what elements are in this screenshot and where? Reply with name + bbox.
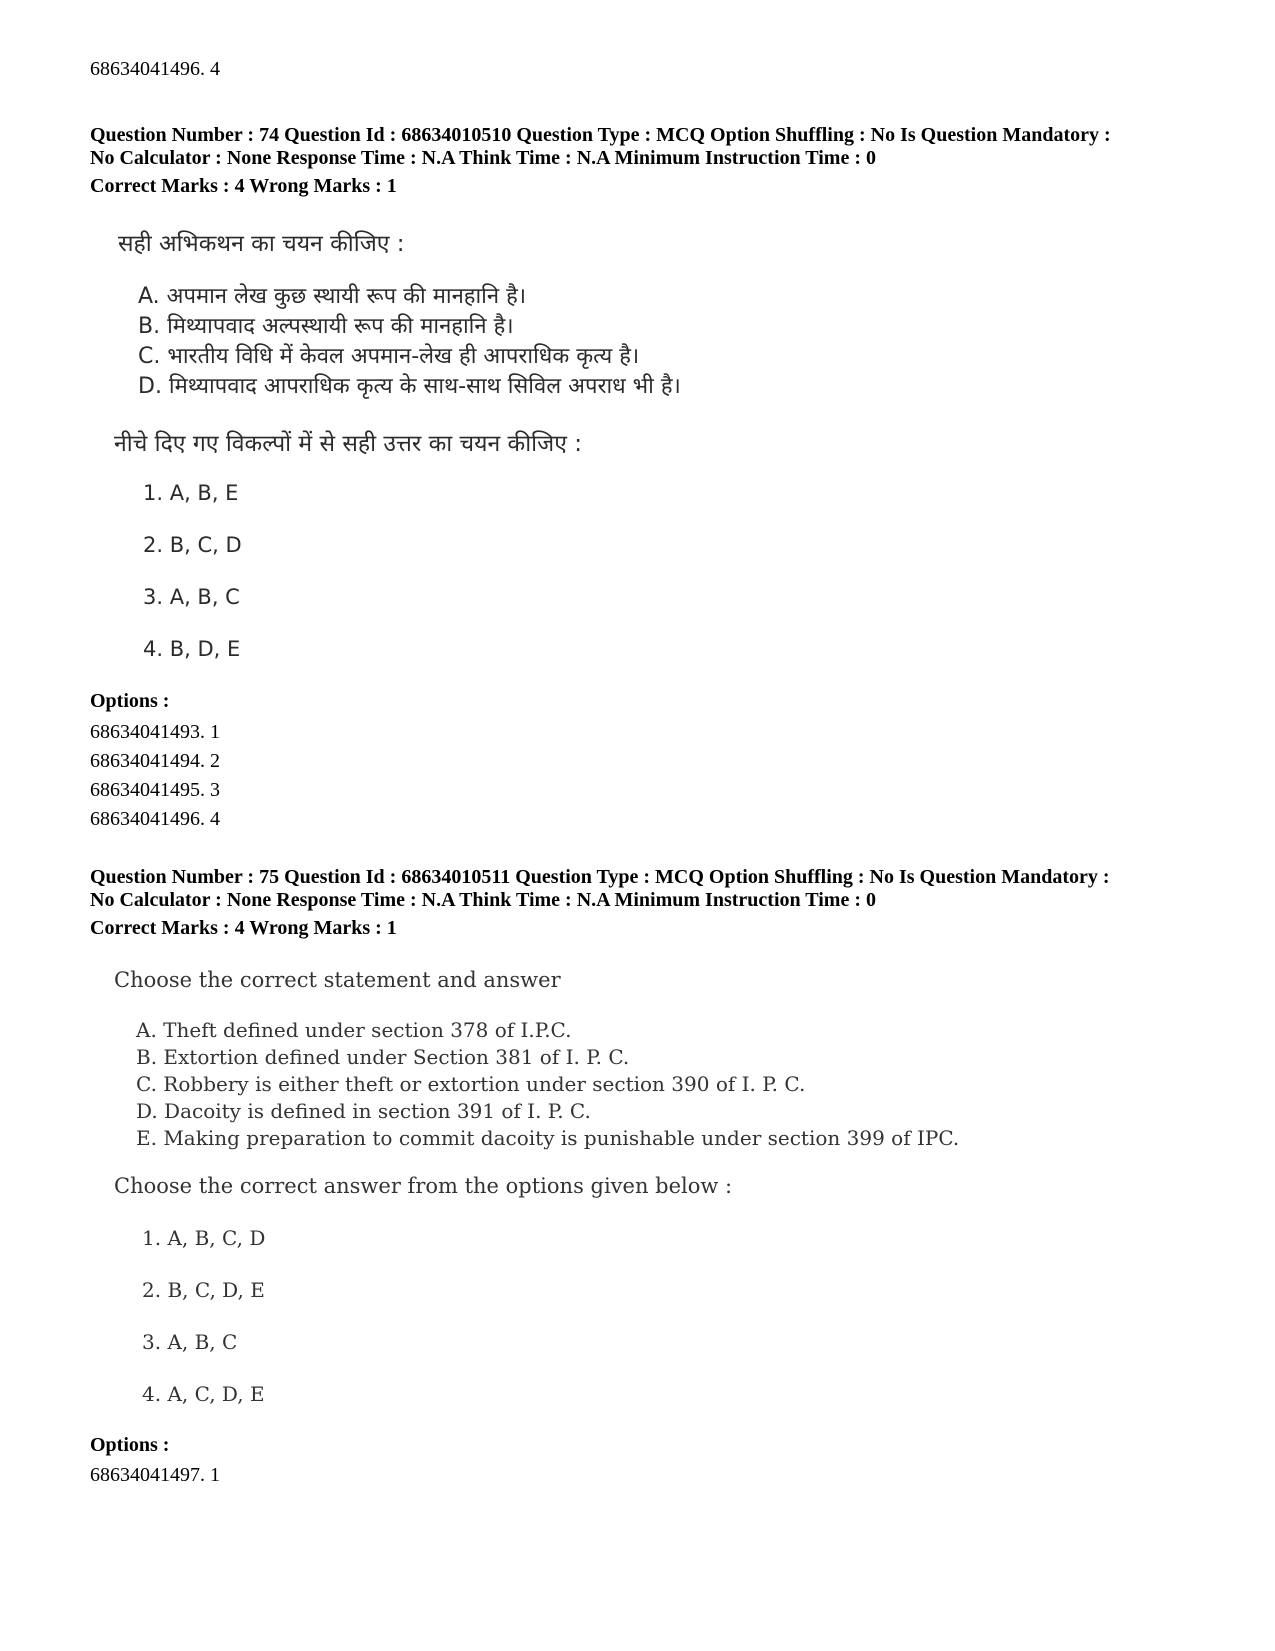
choice-1: 1. A, B, C, D: [142, 1226, 266, 1250]
question-marks: Correct Marks : 4 Wrong Marks : 1: [90, 917, 397, 939]
statement-c: C. Robbery is either theft or extortion under section 390 of I. P. C.: [136, 1072, 806, 1096]
option-item: 68634041495. 3: [90, 779, 220, 801]
previous-option-line: 68634041496. 4: [90, 58, 220, 80]
option-item: 68634041497. 1: [90, 1464, 220, 1486]
choice-1: 1. A, B, E: [143, 481, 239, 505]
statement-a: A. अपमान लेख कुछ स्थायी रूप की मानहानि है।: [138, 284, 527, 309]
question-meta-line2: No Calculator : None Response Time : N.A Think Time : N.A Minimum Instruction Time : 0: [90, 147, 876, 169]
question-stem: सही अभिकथन का चयन कीजिए :: [118, 231, 405, 257]
statement-d: D. Dacoity is defined in section 391 of I. P. C.: [136, 1099, 591, 1123]
options-list: [90, 718, 220, 834]
option-item: 68634041496. 4: [90, 808, 220, 830]
options-label: Options :: [90, 1434, 170, 1456]
choice-4: 4. A, C, D, E: [142, 1382, 265, 1406]
question-marks: Correct Marks : 4 Wrong Marks : 1: [90, 175, 397, 197]
statement-b: B. मिथ्यापवाद अल्पस्थायी रूप की मानहानि है।: [138, 314, 514, 339]
choice-3: 3. A, B, C: [143, 585, 240, 609]
question-meta-line1: Question Number : 74 Question Id : 68634010510 Question Type : MCQ Option Shuffling : No Is Question Mandatory :: [90, 124, 1111, 146]
choice-3: 3. A, B, C: [142, 1330, 238, 1354]
options-list: [90, 1461, 220, 1490]
question-meta-line2: No Calculator : None Response Time : N.A Think Time : N.A Minimum Instruction Time : 0: [90, 889, 876, 911]
statement-e: E. Making preparation to commit dacoity is punishable under section 399 of IPC.: [136, 1126, 960, 1150]
choice-2: 2. B, C, D, E: [142, 1278, 265, 1302]
statement-a: A. Theft defined under section 378 of I.P.C.: [136, 1018, 572, 1042]
statement-c: C. भारतीय विधि में केवल अपमान-लेख ही आपराधिक कृत्य है।: [138, 344, 640, 369]
options-label: Options :: [90, 690, 170, 712]
option-item: 68634041493. 1: [90, 721, 220, 743]
option-item: 68634041494. 2: [90, 750, 220, 772]
question-meta-line1: Question Number : 75 Question Id : 68634010511 Question Type : MCQ Option Shuffling : No Is Question Mandatory :: [90, 866, 1110, 888]
choice-2: 2. B, C, D: [143, 533, 242, 557]
question-prompt: नीचे दिए गए विकल्पों में से सही उत्तर का चयन कीजिए :: [114, 431, 582, 457]
question-prompt: Choose the correct answer from the options given below :: [114, 1174, 733, 1198]
statement-b: B. Extortion defined under Section 381 of I. P. C.: [136, 1045, 630, 1069]
choice-4: 4. B, D, E: [143, 637, 241, 661]
statement-d: D. मिथ्यापवाद आपराधिक कृत्य के साथ-साथ सिविल अपराध भी है।: [138, 374, 681, 399]
question-stem: Choose the correct statement and answer: [114, 968, 561, 992]
